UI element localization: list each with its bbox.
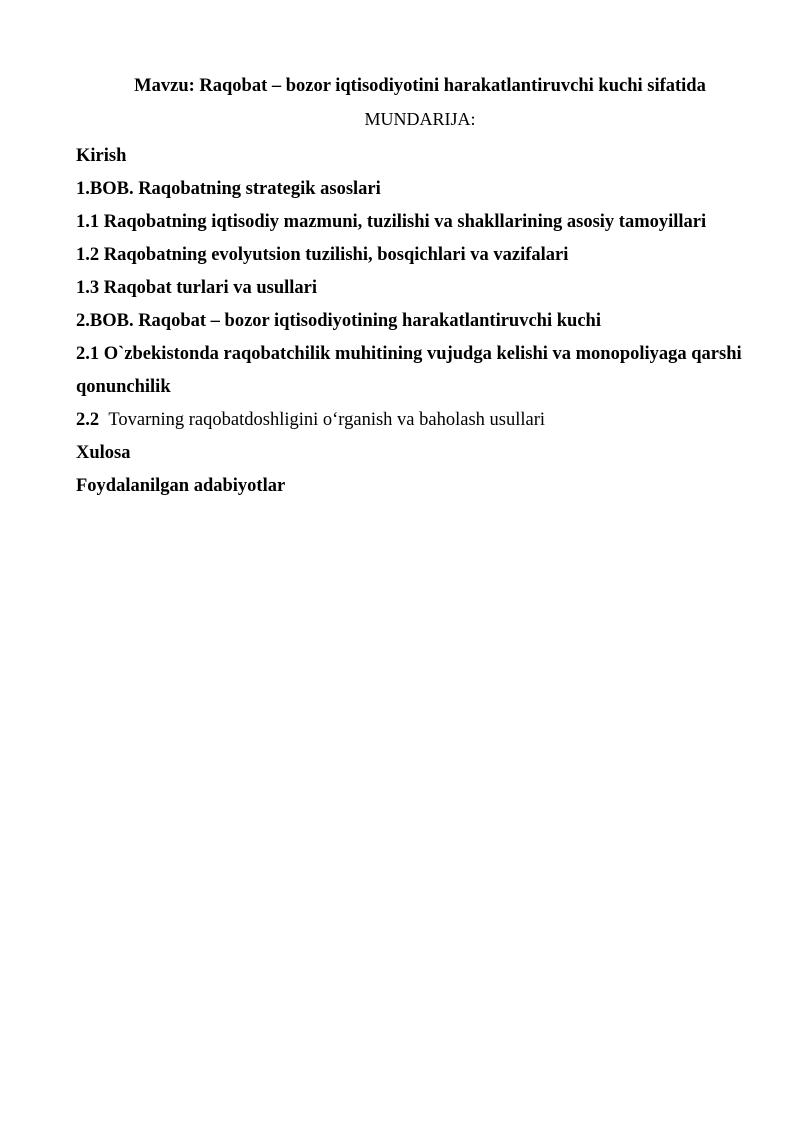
table-of-contents: [76, 140, 766, 503]
toc-item-section-1-2: 1.2 Raqobatning evolyutsion tuzilishi, bosqichlari va vazifalari: [76, 245, 569, 265]
toc-item-section-2-1: 2.1 O`zbekistonda raqobatchilik muhitining vujudga kelishi va monopoliyaga qarshi qonunchilik: [76, 344, 742, 397]
toc-item-introduction: Kirish: [76, 146, 127, 166]
toc-item-chapter-1: 1.BOB. Raqobatning strategik asoslari: [76, 179, 381, 199]
document-title: Mavzu: Raqobat – bozor iqtisodiyotini harakatlantiruvchi kuchi sifatida: [134, 76, 706, 96]
contents-heading: MUNDARIJA:: [364, 109, 476, 129]
toc-item-section-1-3: 1.3 Raqobat turlari va usullari: [76, 278, 318, 298]
toc-item-conclusion: Xulosa: [76, 443, 131, 463]
toc-item-label: Tovarning raqobatdoshligini o‘rganish va baholash usullari: [108, 410, 546, 430]
toc-item-section-1-1: 1.1 Raqobatning iqtisodiy mazmuni, tuzilishi va shakllarining asosiy tamoyillari: [76, 212, 707, 232]
toc-item-chapter-2: 2.BOB. Raqobat – bozor iqtisodiyotining harakatlantiruvchi kuchi: [76, 311, 601, 331]
toc-item-references: Foydalanilgan adabiyotlar: [76, 476, 286, 496]
toc-item-section-2-2: [76, 404, 766, 437]
toc-item-number: 2.2: [76, 410, 100, 430]
